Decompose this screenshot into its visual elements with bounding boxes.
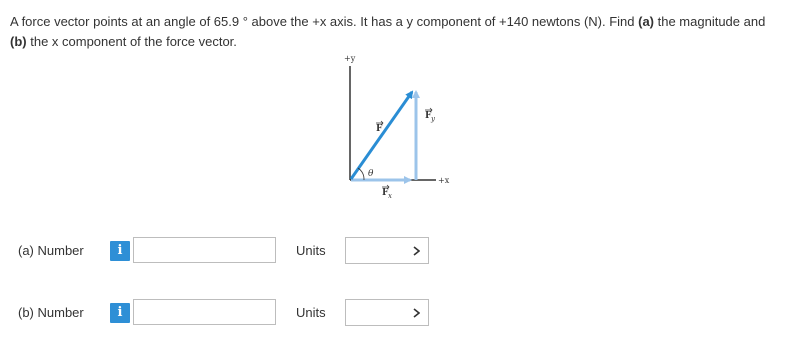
force-label: F	[376, 124, 383, 134]
force-vector	[351, 92, 412, 179]
part-b-number-input[interactable]	[133, 299, 276, 325]
force-vector-diagram	[330, 52, 460, 202]
info-icon[interactable]: i	[110, 241, 130, 261]
part-a-units-select[interactable]	[345, 237, 429, 264]
fy-label: F	[425, 111, 432, 121]
question-part-2: the magnitude and	[654, 14, 766, 29]
part-b-units-select[interactable]	[345, 299, 429, 326]
part-b-number-label: (b) Number	[18, 305, 84, 320]
part-a-number-input[interactable]	[133, 237, 276, 263]
fx-label-subscript: x	[388, 192, 392, 200]
chevron-down-icon	[413, 308, 420, 318]
info-icon[interactable]: i	[110, 303, 130, 323]
angle-label: θ	[368, 169, 374, 179]
answer-row-b	[0, 299, 787, 327]
question-text	[10, 12, 780, 52]
fx-label: F	[382, 188, 389, 198]
question-part-1: A force vector points at an angle of 65.9 ° above the +x axis. It has a y component of +140 newtons (N). Find	[10, 14, 639, 29]
x-axis-label: +x	[438, 176, 450, 185]
part-a-units-label: Units	[296, 243, 326, 258]
y-axis-label: +y	[344, 54, 356, 63]
part-a-tag: (a)	[638, 14, 655, 29]
part-b-tag: (b)	[10, 34, 27, 49]
part-a-number-label: (a) Number	[18, 243, 84, 258]
fy-label-subscript: y	[431, 115, 435, 123]
part-b-units-label: Units	[296, 305, 326, 320]
question-part-3: the x component of the force vector.	[26, 34, 237, 49]
chevron-down-icon	[413, 246, 420, 256]
answer-row-a	[0, 237, 787, 265]
